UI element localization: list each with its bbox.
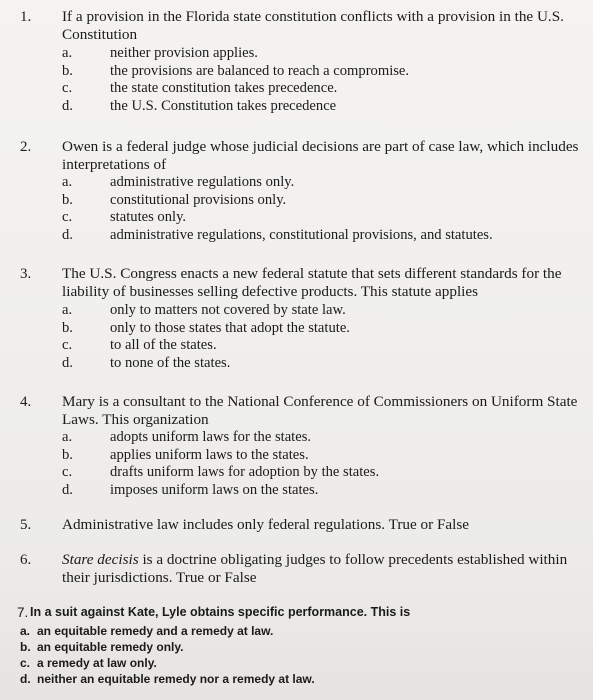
- option-c: [0, 655, 593, 671]
- question-number: 2.: [20, 139, 32, 155]
- question-1-options: [0, 45, 593, 115]
- option-a: [0, 174, 593, 192]
- option-letter: c.: [62, 209, 73, 225]
- question-text: Owen is a federal judge whose judicial decisions are part of case law, which includes interpretations of: [62, 138, 579, 173]
- option-letter: a.: [62, 174, 73, 190]
- option-letter: d.: [62, 97, 73, 114]
- option-letter: b.: [62, 446, 73, 463]
- option-d: [0, 355, 593, 373]
- option-letter: d.: [62, 481, 73, 498]
- option-text: only to those states that adopt the statute.: [110, 319, 350, 336]
- question-number: 4.: [20, 394, 32, 410]
- question-number: 3.: [20, 266, 32, 282]
- question-4-options: [0, 429, 593, 499]
- question-text: If a provision in the Florida state constitution conflicts with a provision in the U.S. Constitution: [62, 8, 564, 43]
- option-text: adopts uniform laws for the states.: [110, 429, 312, 445]
- option-b: [0, 447, 593, 465]
- option-letter: d.: [20, 672, 31, 686]
- option-d: [0, 98, 593, 116]
- option-letter: c.: [62, 80, 73, 96]
- option-text: administrative regulations only.: [110, 174, 295, 190]
- option-letter: a.: [62, 45, 73, 61]
- question-7-options: [0, 623, 593, 687]
- option-c: [0, 337, 593, 355]
- option-letter: b.: [62, 191, 73, 208]
- option-letter: a.: [62, 429, 73, 445]
- option-text: neither an equitable remedy nor a remedy at law.: [37, 672, 315, 686]
- option-d: [0, 482, 593, 500]
- option-letter: c.: [62, 337, 73, 353]
- option-text: the state constitution takes precedence.: [110, 80, 338, 96]
- question-number: 5.: [20, 517, 32, 533]
- option-text: imposes uniform laws on the states.: [110, 481, 319, 498]
- question-text: In a suit against Kate, Lyle obtains specific performance. This is: [30, 605, 411, 619]
- option-d: [0, 227, 593, 245]
- option-a: [0, 45, 593, 63]
- option-a: [0, 623, 593, 639]
- option-letter: a.: [20, 624, 31, 638]
- option-text: to all of the states.: [110, 337, 217, 353]
- option-text: a remedy at law only.: [37, 656, 157, 670]
- option-letter: b.: [20, 640, 31, 654]
- option-letter: b.: [62, 62, 73, 79]
- question-text: Administrative law includes only federal regulations. True or False: [62, 516, 470, 533]
- option-text: the U.S. Constitution takes precedence: [110, 97, 337, 114]
- option-letter: c.: [62, 464, 73, 480]
- option-b: [0, 192, 593, 210]
- option-text: only to matters not covered by state law.: [110, 302, 346, 318]
- option-text: administrative regulations, constitutional provisions, and statutes.: [110, 226, 493, 243]
- option-c: [0, 209, 593, 227]
- option-text: neither provision applies.: [110, 45, 258, 61]
- option-letter: d.: [62, 226, 73, 243]
- option-letter: c.: [20, 656, 31, 670]
- question-number: 6.: [20, 552, 32, 568]
- option-text: to none of the states.: [110, 354, 231, 371]
- option-text: applies uniform laws to the states.: [110, 446, 309, 463]
- option-text: the provisions are balanced to reach a compromise.: [110, 62, 410, 79]
- option-text: statutes only.: [110, 209, 187, 225]
- option-b: [0, 639, 593, 655]
- option-d: [0, 671, 593, 687]
- option-text: an equitable remedy only.: [37, 640, 184, 654]
- option-letter: d.: [62, 354, 73, 371]
- option-b: [0, 320, 593, 338]
- option-letter: a.: [62, 302, 73, 318]
- option-text: an equitable remedy and a remedy at law.: [37, 624, 274, 638]
- question-2-options: [0, 174, 593, 244]
- option-a: [0, 429, 593, 447]
- question-3-options: [0, 302, 593, 372]
- option-letter: b.: [62, 319, 73, 336]
- option-a: [0, 302, 593, 320]
- question-number: 7.: [17, 605, 29, 620]
- question-text-rest: is a doctrine obligating judges to follow precedents established within their jurisdictions. True or False: [62, 551, 568, 586]
- option-c: [0, 80, 593, 98]
- question-text: The U.S. Congress enacts a new federal statute that sets different standards for the liability of businesses selling defective products. This statute applies: [62, 265, 562, 300]
- question-number: 1.: [20, 9, 32, 25]
- option-text: constitutional provisions only.: [110, 191, 287, 208]
- option-b: [0, 63, 593, 81]
- emphasis-term: Stare decisis: [62, 551, 139, 568]
- question-text: Mary is a consultant to the National Conference of Commissioners on Uniform State Laws. This organization: [62, 393, 578, 428]
- question-text: [62, 551, 587, 586]
- option-text: drafts uniform laws for adoption by the states.: [110, 464, 380, 480]
- option-c: [0, 464, 593, 482]
